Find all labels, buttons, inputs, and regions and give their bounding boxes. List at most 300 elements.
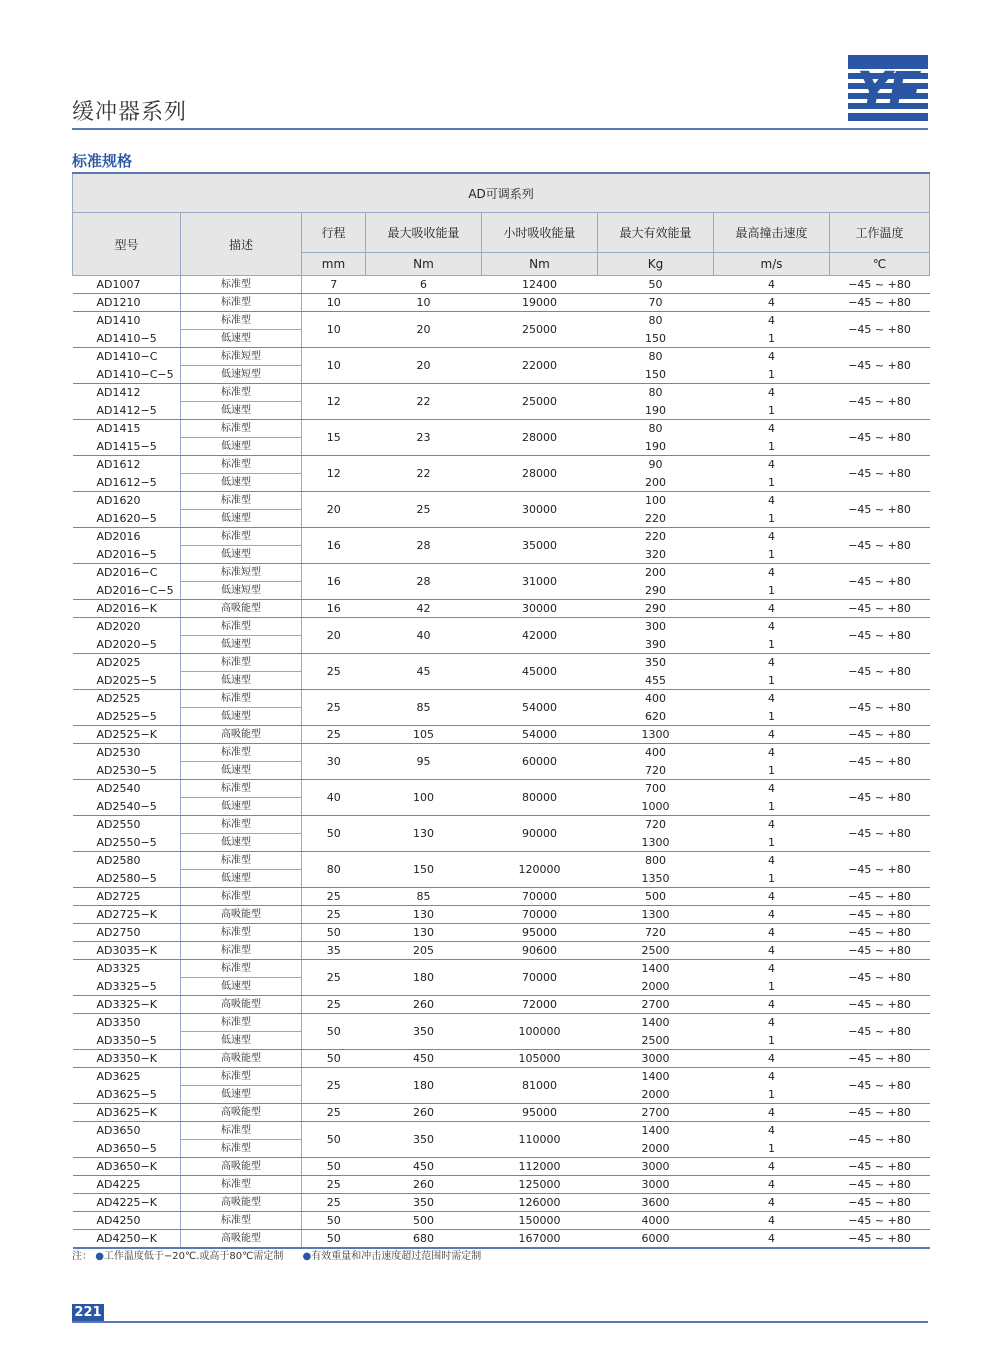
stroke-cell: 15 [302,420,366,456]
max-effective-mass-cell: 1300 [598,834,714,852]
table-row [73,1104,930,1122]
temperature-cell: −45 ~ +80 [830,888,930,906]
stroke-cell: 50 [302,1122,366,1158]
description-cell: 高吸能型 [181,1194,302,1212]
model-cell: AD3325 [96,962,141,976]
max-effective-mass-cell: 220 [598,510,714,528]
max-speed-cell: 4 [768,386,775,400]
model-cell: AD2725 [73,888,181,906]
description-cell: 低速型 [181,330,302,348]
temperature-cell: −45 ~ +80 [830,1068,930,1104]
temperature-cell: −45 ~ +80 [830,1176,930,1194]
unit-temperature: ℃ [830,253,930,276]
description-cell: 高吸能型 [181,1104,302,1122]
max-speed-cell: 4 [714,996,830,1014]
table-row [73,942,930,960]
model-cell: AD2580 [96,854,141,868]
max-effective-mass-cell: 455 [598,672,714,690]
hourly-energy-cell: 25000 [482,384,598,420]
temperature-cell: −45 ~ +80 [830,528,930,564]
model-cell: AD3625 [96,1070,141,1084]
table-row [73,816,930,834]
description-cell: 低速型 [181,402,302,420]
max-energy-cell: 95 [366,744,482,780]
model-cell: AD2020 [96,620,141,634]
hourly-energy-cell: 54000 [482,690,598,726]
max-effective-mass-cell: 80 [648,422,663,436]
page-title: 缓冲器系列 [72,100,188,125]
max-energy-cell: 25 [366,492,482,528]
model-cell: AD1410−5 [73,330,181,348]
temperature-cell: −45 ~ +80 [830,384,930,420]
description-cell: 标准型 [181,888,302,906]
max-effective-mass-cell: 200 [645,566,666,580]
description-cell: 低速型 [181,636,302,654]
max-speed-cell: 4 [714,726,830,744]
stroke-cell: 25 [302,1176,366,1194]
model-cell: AD1415−5 [73,438,181,456]
hourly-energy-cell: 95000 [482,924,598,942]
description-cell: 标准型 [181,1014,302,1032]
max-speed-cell: 1 [714,636,830,654]
max-energy-cell: 450 [366,1050,482,1068]
hourly-energy-cell: 70000 [482,906,598,924]
stroke-cell: 25 [302,726,366,744]
max-speed-cell: 4 [768,692,775,706]
max-speed-cell: 1 [714,438,830,456]
max-effective-mass-cell: 1400 [641,1124,670,1138]
hourly-energy-cell: 72000 [482,996,598,1014]
temperature-cell: −45 ~ +80 [830,1014,930,1050]
hourly-energy-cell: 81000 [482,1068,598,1104]
max-effective-mass-cell: 350 [645,656,666,670]
max-energy-cell: 205 [366,942,482,960]
model-cell: AD3325−K [73,996,181,1014]
hourly-energy-cell: 125000 [482,1176,598,1194]
hourly-energy-cell: 112000 [482,1158,598,1176]
description-cell: 低速短型 [181,366,302,384]
description-cell: 标准型 [181,312,302,330]
temperature-cell: −45 ~ +80 [830,618,930,654]
max-speed-cell: 4 [714,1230,830,1249]
max-energy-cell: 680 [366,1230,482,1249]
temperature-cell: −45 ~ +80 [830,924,930,942]
max-effective-mass-cell: 4000 [598,1212,714,1230]
max-effective-mass-cell: 2000 [598,1140,714,1158]
description-cell: 标准型 [181,744,302,762]
max-speed-cell: 1 [714,834,830,852]
model-cell: AD3650−K [73,1158,181,1176]
max-effective-mass-cell: 2000 [598,1086,714,1104]
model-cell: AD2020−5 [73,636,181,654]
temperature-cell: −45 ~ +80 [830,1122,930,1158]
max-energy-cell: 130 [366,816,482,852]
description-cell: 标准型 [181,942,302,960]
stroke-cell: 25 [302,906,366,924]
max-effective-mass-cell: 500 [598,888,714,906]
max-energy-cell: 20 [366,312,482,348]
table-row [73,690,930,708]
max-effective-mass-cell: 1300 [598,906,714,924]
max-speed-cell: 4 [714,294,830,312]
table-row [73,1212,930,1230]
model-cell: AD4225−K [73,1194,181,1212]
temperature-cell: −45 ~ +80 [830,726,930,744]
max-energy-cell: 500 [366,1212,482,1230]
temperature-cell: −45 ~ +80 [830,996,930,1014]
max-speed-cell: 4 [768,620,775,634]
stroke-cell: 12 [302,384,366,420]
description-cell: 低速型 [181,798,302,816]
model-cell: AD3035−K [73,942,181,960]
description-cell: 高吸能型 [181,600,302,618]
hourly-energy-cell: 167000 [482,1230,598,1249]
stroke-cell: 16 [302,600,366,618]
hourly-energy-cell: 12400 [482,276,598,294]
hourly-energy-cell: 70000 [482,888,598,906]
model-cell: AD2550 [96,818,141,832]
max-speed-cell: 4 [714,1212,830,1230]
model-cell: AD2550−5 [73,834,181,852]
max-effective-mass-cell: 390 [598,636,714,654]
max-effective-mass-cell: 100 [645,494,666,508]
max-speed-cell: 1 [714,798,830,816]
max-effective-mass-cell: 90 [648,458,663,472]
table-row [73,1122,930,1140]
table-row [73,312,930,330]
max-energy-cell: 260 [366,1104,482,1122]
max-effective-mass-cell: 150 [598,366,714,384]
max-energy-cell: 28 [366,528,482,564]
table-row [73,1194,930,1212]
header-max-energy: 最大吸收能量 [366,213,482,253]
max-effective-mass-cell: 320 [598,546,714,564]
hourly-energy-cell: 70000 [482,960,598,996]
footer-divider [72,1321,928,1323]
hourly-energy-cell: 126000 [482,1194,598,1212]
max-speed-cell: 4 [768,1070,775,1084]
temperature-cell: −45 ~ +80 [830,780,930,816]
description-cell: 标准型 [181,816,302,834]
model-cell: AD2530 [96,746,141,760]
temperature-cell: −45 ~ +80 [830,852,930,888]
description-cell: 高吸能型 [181,1158,302,1176]
table-row [73,294,930,312]
max-energy-cell: 20 [366,348,482,384]
stroke-cell: 50 [302,816,366,852]
description-cell: 高吸能型 [181,906,302,924]
max-speed-cell: 4 [768,782,775,796]
stroke-cell: 25 [302,690,366,726]
header-model: 型号 [73,213,181,276]
max-energy-cell: 22 [366,384,482,420]
max-energy-cell: 260 [366,996,482,1014]
description-cell: 标准型 [181,1176,302,1194]
temperature-cell: −45 ~ +80 [830,420,930,456]
max-effective-mass-cell: 220 [645,530,666,544]
max-effective-mass-cell: 2500 [598,942,714,960]
max-effective-mass-cell: 720 [645,818,666,832]
table-row [73,1230,930,1249]
max-speed-cell: 4 [768,656,775,670]
max-speed-cell: 4 [768,566,775,580]
model-cell: AD1412 [96,386,141,400]
hourly-energy-cell: 22000 [482,348,598,384]
description-cell: 标准型 [181,618,302,636]
max-speed-cell: 1 [714,672,830,690]
max-speed-cell: 4 [714,906,830,924]
description-cell: 低速型 [181,510,302,528]
model-cell: AD2530−5 [73,762,181,780]
hourly-energy-cell: 90600 [482,942,598,960]
temperature-cell: −45 ~ +80 [830,1230,930,1249]
temperature-cell: −45 ~ +80 [830,492,930,528]
hourly-energy-cell: 25000 [482,312,598,348]
table-row [73,906,930,924]
temperature-cell: −45 ~ +80 [830,1194,930,1212]
max-effective-mass-cell: 80 [648,350,663,364]
description-cell: 标准型 [181,852,302,870]
description-cell: 标准型 [181,690,302,708]
max-speed-cell: 4 [768,530,775,544]
description-cell: 标准型 [181,492,302,510]
description-cell: 低速短型 [181,582,302,600]
max-effective-mass-cell: 80 [648,314,663,328]
max-energy-cell: 45 [366,654,482,690]
model-cell: AD2016−C [96,566,158,580]
model-cell: AD3650 [96,1124,141,1138]
max-effective-mass-cell: 2700 [598,996,714,1014]
description-cell: 标准型 [181,294,302,312]
table-row [73,564,930,582]
temperature-cell: −45 ~ +80 [830,690,930,726]
stroke-cell: 7 [302,276,366,294]
stroke-cell: 25 [302,960,366,996]
model-cell: AD2580−5 [73,870,181,888]
description-cell: 高吸能型 [181,726,302,744]
description-cell: 低速型 [181,546,302,564]
max-speed-cell: 1 [714,546,830,564]
max-speed-cell: 4 [768,1016,775,1030]
max-effective-mass-cell: 2000 [598,978,714,996]
section-title: 标准规格 [72,152,133,170]
max-energy-cell: 350 [366,1014,482,1050]
max-speed-cell: 1 [714,366,830,384]
max-speed-cell: 1 [714,510,830,528]
model-cell: AD1412−5 [73,402,181,420]
max-speed-cell: 4 [768,962,775,976]
header-divider [72,128,928,130]
temperature-cell: −45 ~ +80 [830,1104,930,1122]
stroke-cell: 50 [302,1158,366,1176]
max-effective-mass-cell: 1300 [598,726,714,744]
max-speed-cell: 1 [714,870,830,888]
table-row [73,492,930,510]
bullet-icon: ● [95,1251,104,1262]
model-cell: AD2025−5 [73,672,181,690]
hourly-energy-cell: 30000 [482,600,598,618]
max-energy-cell: 10 [366,294,482,312]
table-row [73,924,930,942]
max-speed-cell: 4 [714,888,830,906]
max-speed-cell: 4 [714,276,830,294]
model-cell: AD2540−5 [73,798,181,816]
stroke-cell: 50 [302,1014,366,1050]
stroke-cell: 50 [302,1230,366,1249]
stroke-cell: 10 [302,348,366,384]
max-effective-mass-cell: 80 [648,386,663,400]
unit-max-energy: Nm [366,253,482,276]
table-row [73,528,930,546]
hourly-energy-cell: 19000 [482,294,598,312]
max-speed-cell: 1 [714,1086,830,1104]
hourly-energy-cell: 28000 [482,420,598,456]
model-cell: AD3350 [96,1016,141,1030]
unit-hourly-energy: Nm [482,253,598,276]
description-cell: 高吸能型 [181,1230,302,1249]
temperature-cell: −45 ~ +80 [830,294,930,312]
specifications-table [72,172,930,1249]
hourly-energy-cell: 45000 [482,654,598,690]
table-row [73,420,930,438]
max-energy-cell: 28 [366,564,482,600]
max-effective-mass-cell: 1350 [598,870,714,888]
max-speed-cell: 1 [714,762,830,780]
max-speed-cell: 1 [714,708,830,726]
max-effective-mass-cell: 720 [598,924,714,942]
model-cell: AD2016 [96,530,141,544]
hourly-energy-cell: 120000 [482,852,598,888]
max-speed-cell: 4 [768,458,775,472]
stroke-cell: 50 [302,1212,366,1230]
temperature-cell: −45 ~ +80 [830,312,930,348]
max-effective-mass-cell: 1400 [641,1016,670,1030]
header-max-speed: 最高撞击速度 [714,213,830,253]
temperature-cell: −45 ~ +80 [830,942,930,960]
temperature-cell: −45 ~ +80 [830,276,930,294]
model-cell: AD1612 [96,458,141,472]
hourly-energy-cell: 42000 [482,618,598,654]
unit-max-effective-mass: Kg [598,253,714,276]
max-speed-cell: 4 [714,1104,830,1122]
temperature-cell: −45 ~ +80 [830,906,930,924]
max-effective-mass-cell: 190 [598,438,714,456]
max-speed-cell: 1 [714,402,830,420]
max-speed-cell: 4 [768,818,775,832]
max-energy-cell: 22 [366,456,482,492]
description-cell: 标准型 [181,1140,302,1158]
max-energy-cell: 105 [366,726,482,744]
unit-stroke: mm [302,253,366,276]
stroke-cell: 35 [302,942,366,960]
stroke-cell: 10 [302,312,366,348]
model-cell: AD3650−5 [73,1140,181,1158]
header-description: 描述 [181,213,302,276]
max-effective-mass-cell: 70 [598,294,714,312]
note-item-2: 有效重量和冲击速度超过范围时需定制 [311,1251,482,1262]
hourly-energy-cell: 150000 [482,1212,598,1230]
model-cell: AD1210 [73,294,181,312]
model-cell: AD2750 [73,924,181,942]
max-speed-cell: 4 [714,924,830,942]
table-row [73,726,930,744]
note-item-1: 工作温度低于−20℃.或高于80℃需定制 [103,1251,284,1262]
max-effective-mass-cell: 3600 [598,1194,714,1212]
max-effective-mass-cell: 2500 [598,1032,714,1050]
description-cell: 标准短型 [181,348,302,366]
max-effective-mass-cell: 290 [598,582,714,600]
max-effective-mass-cell: 400 [645,692,666,706]
description-cell: 标准型 [181,960,302,978]
bullet-icon: ● [302,1251,312,1262]
stroke-cell: 50 [302,1050,366,1068]
model-cell: AD1410 [96,314,141,328]
description-cell: 低速型 [181,762,302,780]
stroke-cell: 12 [302,456,366,492]
model-cell: AD2540 [96,782,141,796]
temperature-cell: −45 ~ +80 [830,744,930,780]
max-speed-cell: 4 [714,1194,830,1212]
model-cell: AD1410−C [96,350,158,364]
max-energy-cell: 350 [366,1122,482,1158]
description-cell: 标准型 [181,1068,302,1086]
table-row [73,1014,930,1032]
description-cell: 低速型 [181,978,302,996]
model-cell: AD3625−5 [73,1086,181,1104]
max-speed-cell: 4 [768,1124,775,1138]
max-effective-mass-cell: 700 [645,782,666,796]
model-cell: AD2016−C−5 [73,582,181,600]
max-energy-cell: 85 [366,690,482,726]
header-hourly-energy: 小时吸收能量 [482,213,598,253]
max-speed-cell: 4 [768,746,775,760]
stroke-cell: 30 [302,744,366,780]
temperature-cell: −45 ~ +80 [830,960,930,996]
description-cell: 标准型 [181,528,302,546]
model-cell: AD2525 [96,692,141,706]
temperature-cell: −45 ~ +80 [830,564,930,600]
description-cell: 标准型 [181,420,302,438]
temperature-cell: −45 ~ +80 [830,654,930,690]
table-row [73,1068,930,1086]
max-speed-cell: 4 [714,600,830,618]
description-cell: 低速型 [181,438,302,456]
model-cell: AD2525−K [73,726,181,744]
max-speed-cell: 4 [768,854,775,868]
table-row [73,852,930,870]
model-cell: AD2016−5 [73,546,181,564]
hourly-energy-cell: 30000 [482,492,598,528]
max-effective-mass-cell: 3000 [598,1158,714,1176]
stroke-cell: 40 [302,780,366,816]
model-cell: AD4250 [73,1212,181,1230]
description-cell: 标准型 [181,276,302,294]
model-cell: AD3325−5 [73,978,181,996]
max-energy-cell: 130 [366,906,482,924]
stroke-cell: 25 [302,1068,366,1104]
hourly-energy-cell: 35000 [482,528,598,564]
table-row [73,384,930,402]
note-prefix: 注： [72,1251,92,1262]
model-cell: AD2016−K [73,600,181,618]
table-body [73,276,930,1249]
model-cell: AD4225 [73,1176,181,1194]
max-effective-mass-cell: 620 [598,708,714,726]
max-energy-cell: 130 [366,924,482,942]
max-speed-cell: 4 [714,1176,830,1194]
table-row [73,618,930,636]
stroke-cell: 20 [302,492,366,528]
